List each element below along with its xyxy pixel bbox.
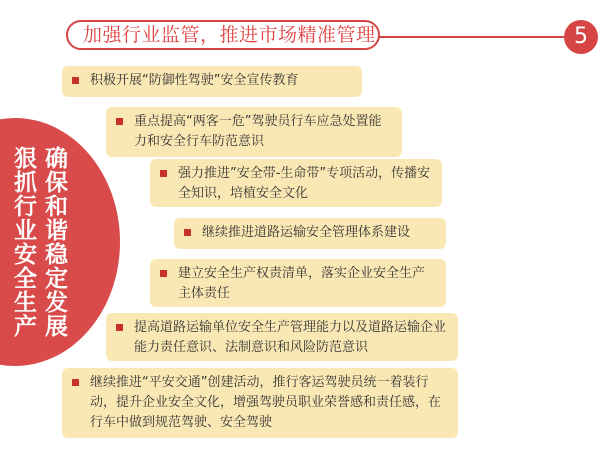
- list-item: [150, 259, 446, 307]
- list-item-text: 继续推进“平安交通”创建活动，推行客运驾驶员统一着装行动，提升企业安全文化，增强驾驶员职业荣誉感和责任感，在行车中做到规范驾驶、安全驾驶: [90, 375, 442, 430]
- list-item: [106, 107, 402, 157]
- bullet-square-icon: [160, 170, 167, 177]
- list-item: [106, 313, 458, 361]
- bullet-square-icon: [160, 270, 167, 277]
- page-title: 加强行业监管，推进市场精准管理: [83, 24, 376, 46]
- list-item-text: 重点提高“两客一危”驾驶员行车应急处置能力和安全行车防范意识: [134, 114, 382, 149]
- side-slogan-right: 确保和谐稳定发展: [41, 146, 67, 338]
- bullet-square-icon: [116, 118, 123, 125]
- section-number-badge: 5: [564, 20, 598, 54]
- bullet-square-icon: [72, 379, 79, 386]
- list-item-text: 提高道路运输单位安全生产管理能力以及道路运输企业能力责任意识、法制意识和风险防范意识: [134, 320, 447, 355]
- bullet-square-icon: [72, 77, 79, 84]
- list-item: [174, 218, 446, 249]
- list-item-text: 继续推进道路运输安全管理体系建设: [202, 225, 411, 240]
- list-item-text: 积极开展“防御性驾驶”安全宣传教育: [90, 73, 299, 88]
- list-item-text: 强力推进”安全带-生命带”专项活动，传播安全知识，培植安全文化: [178, 166, 431, 201]
- list-item: [62, 66, 362, 97]
- bullet-square-icon: [116, 324, 123, 331]
- side-slogan-left: 狠抓行业安全生产: [10, 146, 36, 338]
- list-item: [150, 159, 442, 207]
- list-item-text: 建立安全生产权责清单，落实企业安全生产主体责任: [178, 266, 426, 301]
- list-item: [62, 368, 458, 438]
- bullet-square-icon: [184, 229, 191, 236]
